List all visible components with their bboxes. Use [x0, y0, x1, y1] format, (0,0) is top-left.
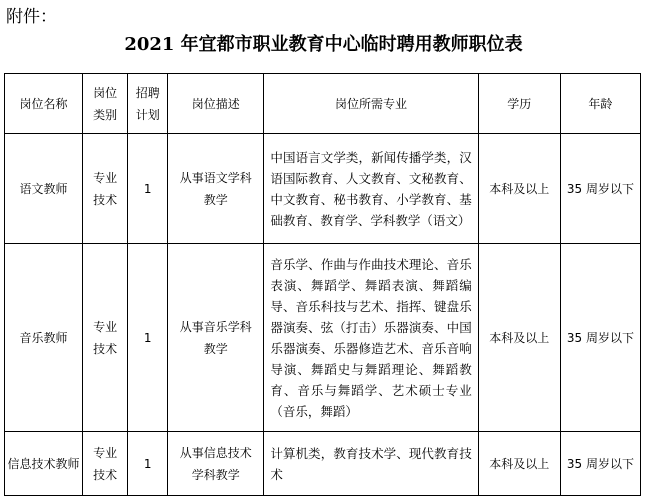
- cell-description-text: 从事信息技术学科教学: [179, 445, 252, 482]
- cell-major: 中国语言文学类，新闻传播学类，汉语国际教育、人文教育、文秘教育、中文教育、秘书教育、小学教育、基础教育、教育学、学科教学（语文）: [264, 134, 478, 244]
- table-row: [5, 134, 641, 244]
- cell-description: [168, 432, 264, 496]
- cell-education: 本科及以上: [478, 244, 560, 432]
- cell-category-text: 专业技术: [93, 319, 118, 356]
- cell-major: 音乐学、作曲与作曲技术理论、音乐表演、舞蹈学、舞蹈表演、舞蹈编导、音乐科技与艺术、指挥、键盘乐器演奏、弦（打击）乐器演奏、中国乐器演奏、乐器修造艺术、音乐音响导演、舞蹈史与舞蹈理论、舞蹈教育、音乐与舞蹈学、艺术硕士专业（音乐，舞蹈）: [264, 244, 478, 432]
- header-major: 岗位所需专业: [264, 74, 478, 134]
- cell-description: [168, 244, 264, 432]
- cell-category: [83, 432, 128, 496]
- cell-plan: 1: [128, 244, 168, 432]
- cell-category: [83, 134, 128, 244]
- table-header-row: [5, 74, 641, 134]
- header-age: 年龄: [560, 74, 640, 134]
- cell-name: 音乐教师: [5, 244, 83, 432]
- header-plan-text: 招聘计划: [135, 85, 160, 122]
- page-title: 2021 年宜都市职业教育中心临时聘用教师职位表: [124, 34, 523, 55]
- cell-age: 35 周岁以下: [560, 432, 640, 496]
- header-category-text: 岗位类别: [93, 85, 118, 122]
- cell-major: 计算机类，教育技术学、现代教育技术: [264, 432, 478, 496]
- cell-plan: 1: [128, 432, 168, 496]
- header-position-category: [83, 74, 128, 134]
- header-position-name: 岗位名称: [5, 74, 83, 134]
- cell-name: 信息技术教师: [5, 432, 83, 496]
- cell-description-text: 从事语文学科教学: [179, 170, 252, 207]
- table-row: [5, 244, 641, 432]
- header-education: 学历: [478, 74, 560, 134]
- cell-age: 35 周岁以下: [560, 134, 640, 244]
- header-recruit-plan: [128, 74, 168, 134]
- header-description: 岗位描述: [168, 74, 264, 134]
- cell-description-text: 从事音乐学科教学: [179, 319, 252, 356]
- cell-category-text: 专业技术: [93, 170, 118, 207]
- cell-plan: 1: [128, 134, 168, 244]
- cell-category-text: 专业技术: [93, 445, 118, 482]
- cell-education: 本科及以上: [478, 432, 560, 496]
- table-row: [5, 432, 641, 496]
- position-table: [4, 73, 641, 496]
- cell-description: [168, 134, 264, 244]
- cell-age: 35 周岁以下: [560, 244, 640, 432]
- attachment-label: 附件：: [6, 7, 57, 27]
- cell-category: [83, 244, 128, 432]
- cell-education: 本科及以上: [478, 134, 560, 244]
- cell-name: 语文教师: [5, 134, 83, 244]
